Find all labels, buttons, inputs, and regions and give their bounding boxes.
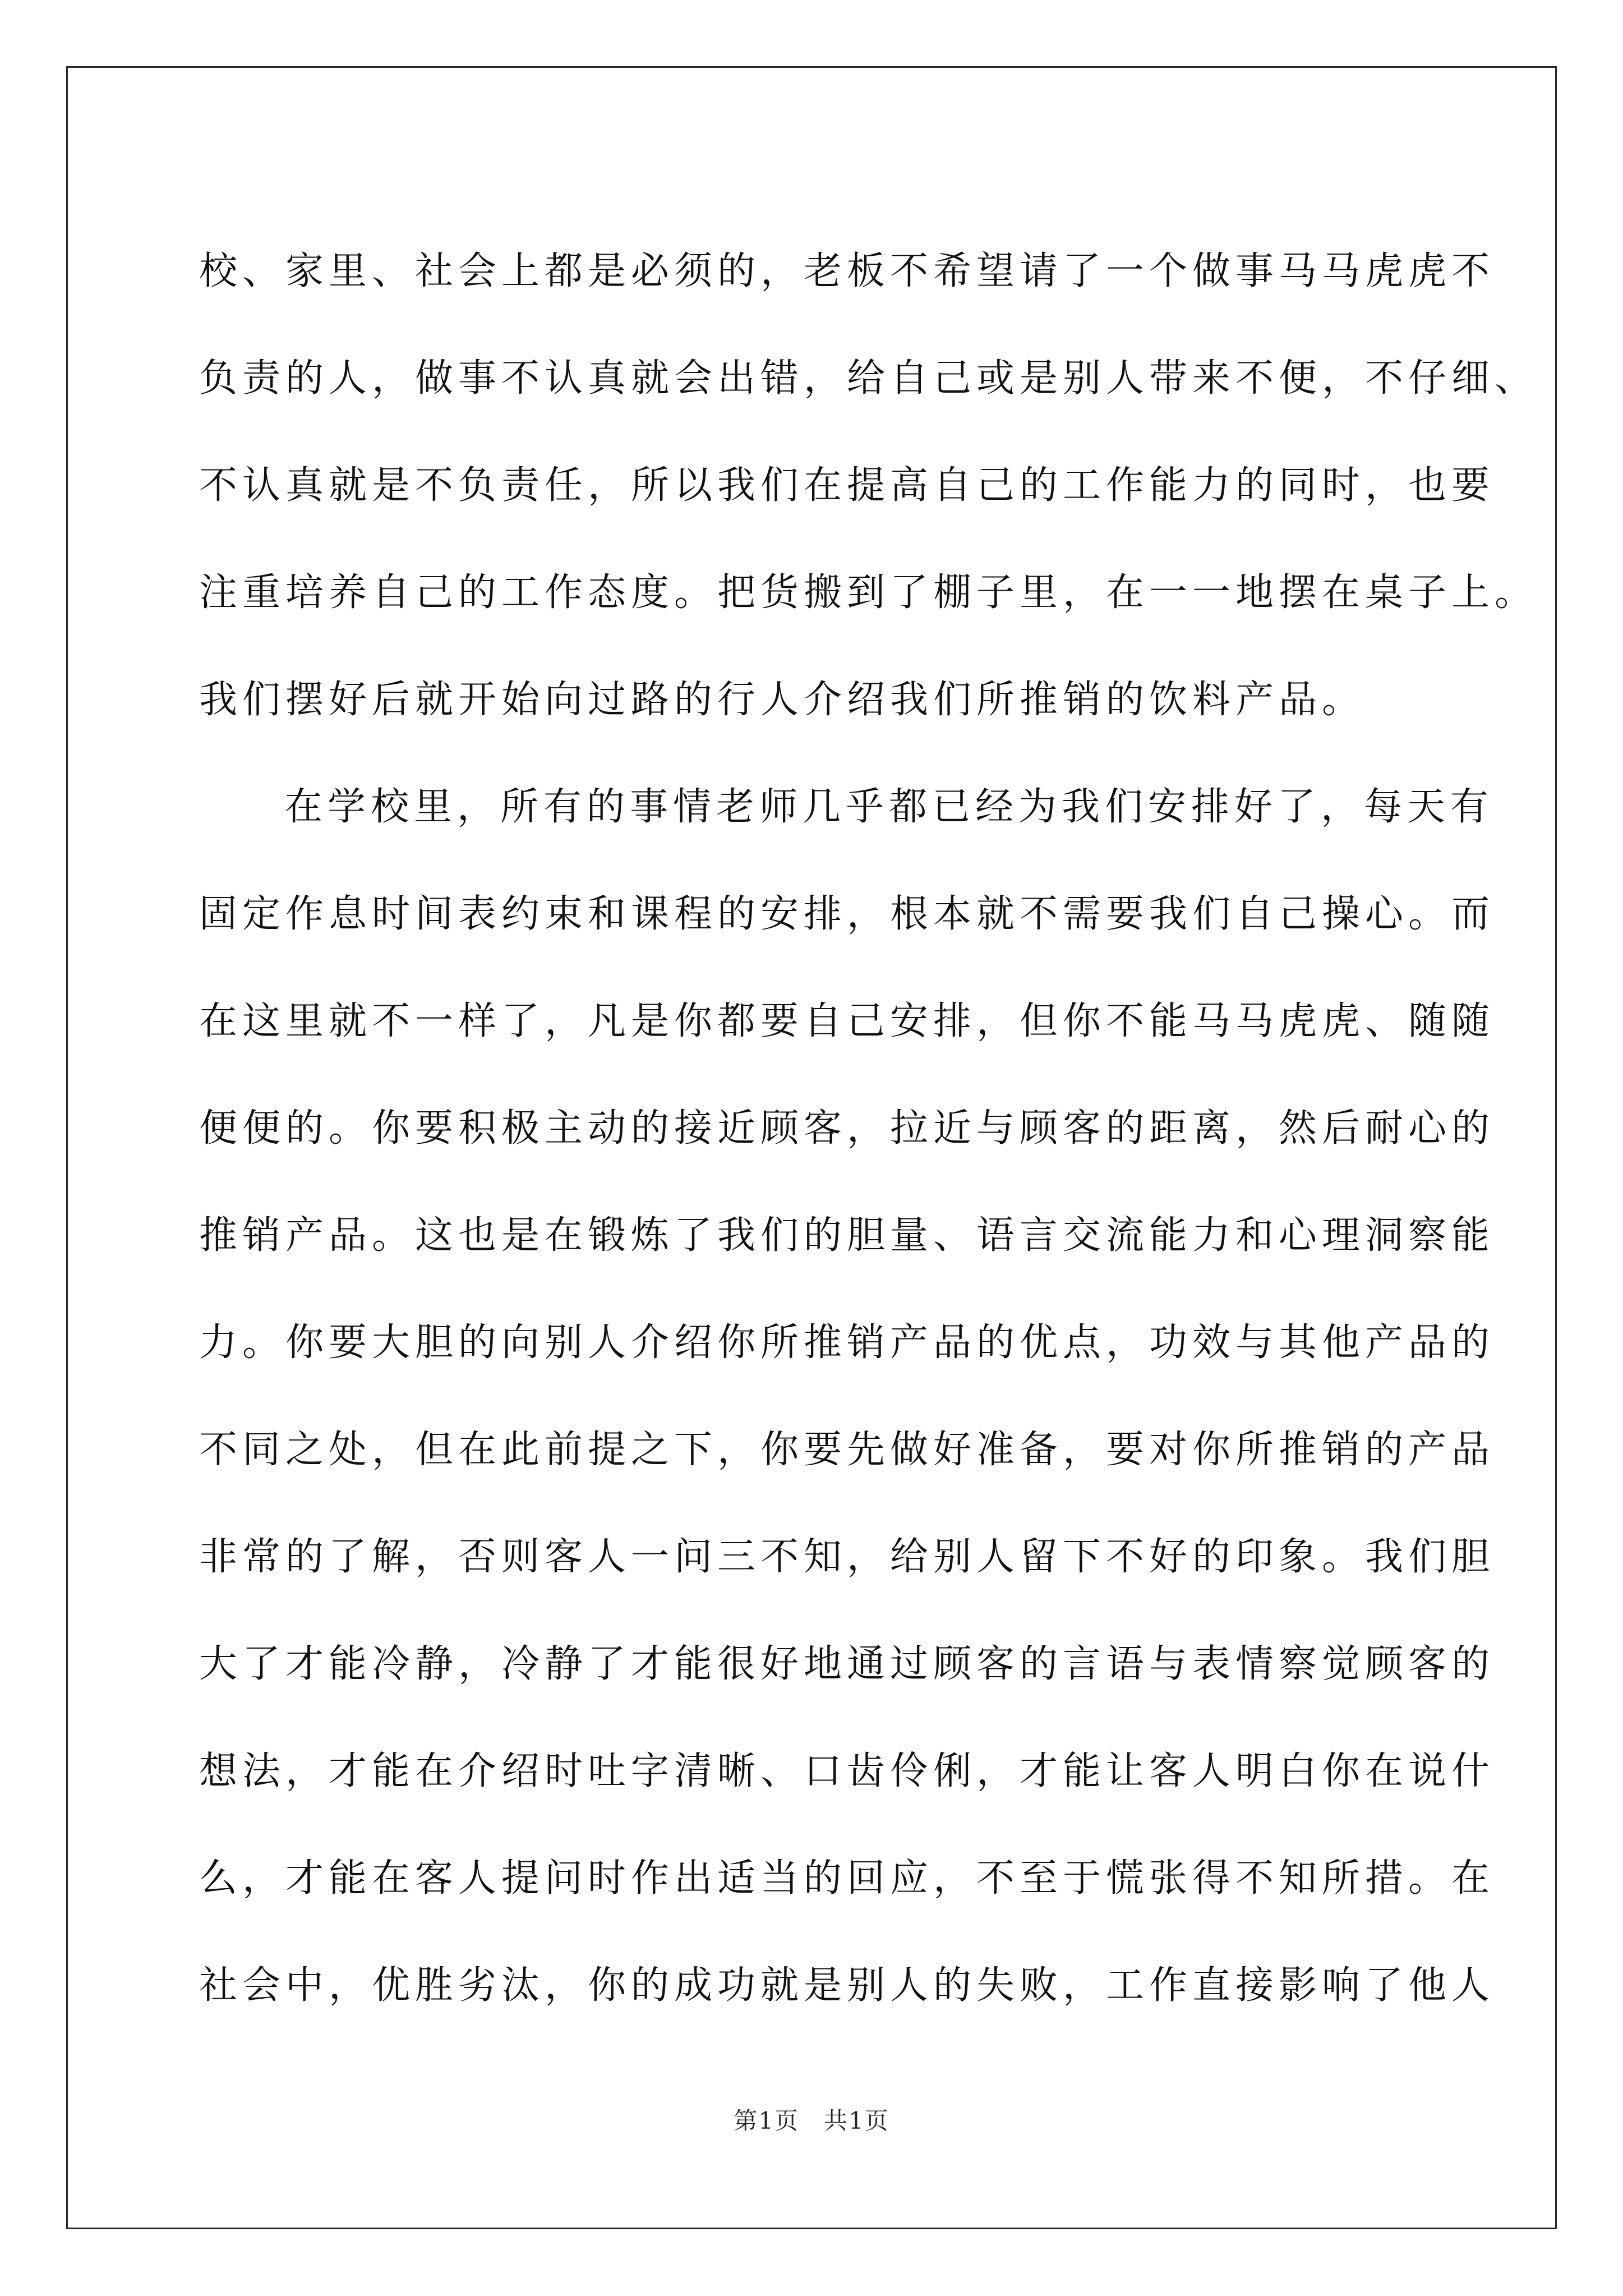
text-line: 固定作息时间表约束和课程的安排，根本就不需要我们自己操心。而 xyxy=(199,892,1495,936)
text-line: 社会中，优胜劣汰，你的成功就是别人的失败，工作直接影响了他人 xyxy=(199,1963,1495,2008)
document-body xyxy=(199,218,1538,2039)
page-number-footer: 第1页 共1页 xyxy=(734,2107,889,2134)
text-line: 注重培养自己的工作态度。把货搬到了棚子里，在一一地摆在桌子上。 xyxy=(199,570,1538,615)
text-line: 力。你要大胆的向别人介绍你所推销产品的优点，功效与其他产品的 xyxy=(199,1320,1495,1365)
text-line: 在这里就不一样了，凡是你都要自己安排，但你不能马马虎虎、随随 xyxy=(199,999,1495,1043)
text-line: 不同之处，但在此前提之下，你要先做好准备，要对你所推销的产品 xyxy=(199,1428,1495,1472)
text-line: 么，才能在客人提问时作出适当的回应，不至于慌张得不知所措。在 xyxy=(199,1856,1495,1901)
text-line: 不认真就是不负责任，所以我们在提高自己的工作能力的同时，也要 xyxy=(199,463,1495,508)
text-line: 想法，才能在介绍时吐字清晰、口齿伶俐，才能让客人明白你在说什 xyxy=(199,1749,1495,1793)
paragraph-first-line: 在学校里，所有的事情老师几乎都已经为我们安排好了，每天有 xyxy=(284,785,1494,829)
text-line: 我们摆好后就开始向过路的行人介绍我们所推销的饮料产品。 xyxy=(199,678,1366,722)
text-line: 校、家里、社会上都是必须的，老板不希望请了一个做事马马虎虎不 xyxy=(199,249,1495,293)
text-line: 推销产品。这也是在锻炼了我们的胆量、语言交流能力和心理洞察能 xyxy=(199,1213,1495,1258)
text-line: 大了才能冷静，冷静了才能很好地通过顾客的言语与表情察觉顾客的 xyxy=(199,1642,1495,1686)
text-line: 负责的人，做事不认真就会出错，给自己或是别人带来不便，不仔细、 xyxy=(199,356,1538,401)
text-line: 非常的了解，否则客人一问三不知，给别人留下不好的印象。我们胆 xyxy=(199,1535,1495,1579)
text-line: 便便的。你要积极主动的接近顾客，拉近与顾客的距离，然后耐心的 xyxy=(199,1106,1495,1151)
